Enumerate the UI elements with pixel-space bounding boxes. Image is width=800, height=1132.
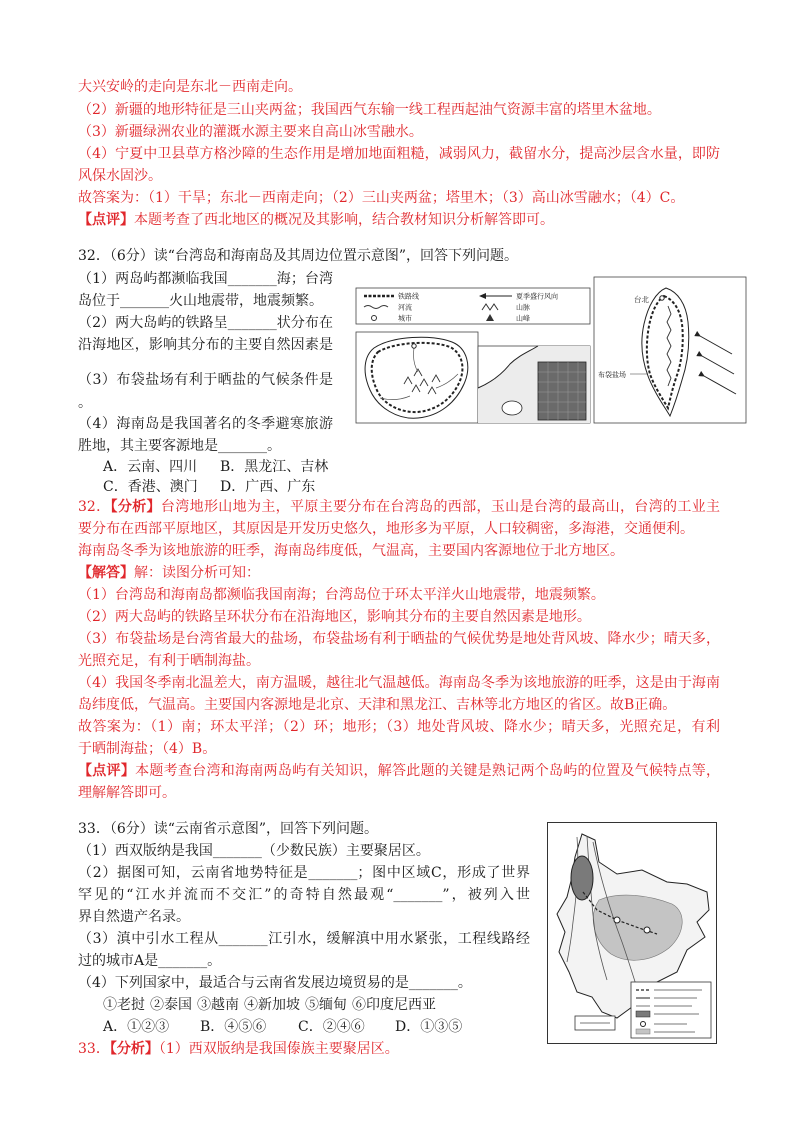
location-panel xyxy=(478,346,590,423)
choice-a: A．①②③ xyxy=(103,1019,170,1035)
comment-tag: 【点评】 xyxy=(78,212,134,228)
city-a-marker xyxy=(614,917,620,923)
question-33-line: 过的城市A是_______。 xyxy=(78,953,222,969)
question-33-line: （4）下列国家中，最适合与云南省发展边境贸易的是_______。 xyxy=(78,975,472,991)
solution-line: （3）布袋盐场是台湾省最大的盐场，布袋盐场有利于晒盐的气候优势是地处背风坡、降水少；晴天多， xyxy=(78,631,720,647)
small-island xyxy=(502,401,522,415)
question-32-line: 岛位于_______火山地震带，地震频繁。 xyxy=(78,293,323,309)
legend-city-label: 城市 xyxy=(398,314,412,323)
country-item: ③越南 xyxy=(197,997,239,1013)
analysis-line xyxy=(78,496,720,518)
legend-symbol xyxy=(636,1011,650,1017)
answer-line: （3）新疆绿洲农业的灌溉水源主要来自高山冰雪融水。 xyxy=(78,124,423,140)
option-d: D．广西、广东 xyxy=(220,479,316,495)
choice-b: B．④⑤⑥ xyxy=(200,1019,267,1035)
country-item: ②泰国 xyxy=(150,997,192,1013)
question-33-line: 界自然遗产名录。 xyxy=(78,909,190,925)
question-32-line: （3）布袋盐场有利于晒盐的气候条件是 xyxy=(78,372,333,388)
answer-line: 大兴安岭的走向是东北－西南走向。 xyxy=(78,79,302,95)
hainan-city xyxy=(412,344,416,348)
hainan-panel xyxy=(356,332,478,423)
country-item: ④新加坡 xyxy=(244,997,300,1013)
country-item: ①老挝 xyxy=(103,997,145,1013)
solution-line: （4）我国冬季南北温差大，南方温暖，越往北气温越低。海南岛冬季为该地旅游的旺季，这是由于海南 xyxy=(78,675,720,691)
question-32-title: 32．（6分）读“台湾岛和海南岛及其周边位置示意图”，回答下列问题。 xyxy=(78,248,519,264)
solution-line: （1）台湾岛和海南岛都濒临我国南海；台湾岛位于环太平洋火山地震带，地震频繁。 xyxy=(78,587,605,603)
final-answer-line: 故答案为：（1）干旱；东北－西南走向；（2）三山夹两盆；塔里木；（3）高山冰雪融水；（4）C。 xyxy=(78,190,685,206)
taiwan-panel xyxy=(594,277,746,423)
question-32-line: （2）两大岛屿的铁路呈_______状分布在 xyxy=(78,315,333,331)
question-33-line: （1）西双版纳是我国_______（少数民族）主要聚居区。 xyxy=(78,843,430,859)
solution-tag: 【解答】 xyxy=(78,565,134,581)
question-33-line: 罕见的“江水并流而不交汇”的奇特自然最观“_______”，被列入世 xyxy=(78,887,530,903)
legend-river-label: 河流 xyxy=(398,303,412,312)
country-item: ⑥印度尼西亚 xyxy=(352,997,436,1013)
legend-wind-label: 夏季盛行风向 xyxy=(516,292,558,301)
analysis-line xyxy=(78,1038,399,1060)
question-33-title: 33．（6分）读“云南省示意图”，回答下列问题。 xyxy=(78,821,379,837)
answer-line: （4）宁夏中卫县草方格沙障的生态作用是增加地面粗糙，减弱风力，截留水分，提高沙层含水量，即防 xyxy=(78,146,720,162)
legend-symbol xyxy=(636,1029,650,1034)
answer-number: 33． xyxy=(78,1041,110,1057)
region-c-highlight xyxy=(571,856,593,900)
highlight-area xyxy=(538,362,586,420)
solution-heading xyxy=(78,562,260,584)
yunnan-map-figure xyxy=(547,822,717,1044)
option-c: C．香港、澳门 xyxy=(103,479,198,495)
question-32-line: 胜地，其主要客源地是_______。 xyxy=(78,438,281,454)
question-32-line: （4）海南岛是我国著名的冬季避寒旅游 xyxy=(78,416,333,432)
option-a: A．云南、四川 xyxy=(103,459,198,475)
answer-number: 32． xyxy=(78,499,111,515)
yunnan-legend xyxy=(631,982,711,1038)
solution-intro: 解：读图分析可知： xyxy=(134,565,260,581)
map-legend xyxy=(356,288,590,324)
legend-range-label: 山脉 xyxy=(516,303,530,312)
choice-d: D．①③⑤ xyxy=(395,1019,463,1035)
answer-line: （2）新疆的地形特征是三山夹两盆；我国西气东输一线工程西起油气资源丰富的塔里木盆地。 xyxy=(78,102,661,118)
analysis-line: 海南岛冬季为该地旅游的旺季，海南岛纬度低，气温高，主要国内客源地位于北方地区。 xyxy=(78,543,624,559)
question-33-line: （3）滇中引水工程从_______江引水，缓解滇中用水紧张，工程线路经 xyxy=(78,931,530,947)
option-b: B．黑龙江、吉林 xyxy=(220,459,329,475)
taiwan-hainan-map-figure xyxy=(352,276,748,426)
final-answer-line: 于晒制海盐；（4）B。 xyxy=(78,741,217,757)
comment-line: 理解解答即可。 xyxy=(78,785,176,801)
solution-line: 岛纬度低，气温高。主要国内客源地是北京、天津和黑龙江、吉林等北方地区的省区。故B正确。 xyxy=(78,697,677,713)
answer-line: 风保水固沙。 xyxy=(78,168,162,184)
comment-tag: 【点评】 xyxy=(78,763,136,779)
taipei-label: 台北 xyxy=(634,295,649,304)
analysis-text: 台湾地形山地为主，平原主要分布在台湾岛的西部，玉山是台湾的最高山，台湾的工业主 xyxy=(160,499,721,515)
taipei-city xyxy=(660,296,664,300)
final-answer-line: 故答案为：（1）南；环太平洋；（2）环；地形；（3）地处背风坡、降水少；晴天多，光照充足，有利 xyxy=(78,719,720,735)
comment-text: 本题考查了西北地区的概况及其影响，结合教材知识分析解答即可。 xyxy=(134,212,554,228)
analysis-line: 要分布在西部平原地区，其原因是开发历史悠久，地形多为平原，人口较稠密，多海港，交通便利。 xyxy=(78,521,694,537)
solution-line: （2）两大岛屿的铁路呈环状分布在沿海地区，影响其分布的主要自然因素是地形。 xyxy=(78,609,591,625)
solution-line: 光照充足，有利于晒制海盐。 xyxy=(78,653,260,669)
city-marker xyxy=(644,927,650,933)
analysis-tag: 【分析】 xyxy=(109,1041,159,1057)
question-33-line: （2）据图可知，云南省地势特征是_______；图中区域C，形成了世界 xyxy=(78,865,530,881)
comment-line xyxy=(78,209,554,231)
analysis-tag: 【分析】 xyxy=(110,499,161,515)
analysis-text: （1）西双版纳是我国傣族主要聚居区。 xyxy=(158,1041,399,1057)
legend-peak-label: 山峰 xyxy=(516,314,530,323)
country-list xyxy=(103,994,441,1016)
comment-text: 本题考查台湾和海南两岛屿有关知识，解答此题的关键是熟记两个岛屿的位置及气候特点等， xyxy=(135,763,721,779)
budai-salt-field-label: 布袋盐场 xyxy=(598,371,626,379)
legend-railway-label: 铁路线 xyxy=(398,292,419,301)
legend-symbol xyxy=(641,1022,646,1027)
comment-line xyxy=(78,760,720,782)
question-32-line: （1）两岛屿都濒临我国_______海；台湾 xyxy=(78,271,333,287)
question-32-line: 沿海地区，影响其分布的主要自然因素是 xyxy=(78,337,333,353)
choice-c: C．②④⑥ xyxy=(298,1019,365,1035)
country-item: ⑤缅甸 xyxy=(305,997,347,1013)
question-32-line: 。 xyxy=(78,395,92,411)
